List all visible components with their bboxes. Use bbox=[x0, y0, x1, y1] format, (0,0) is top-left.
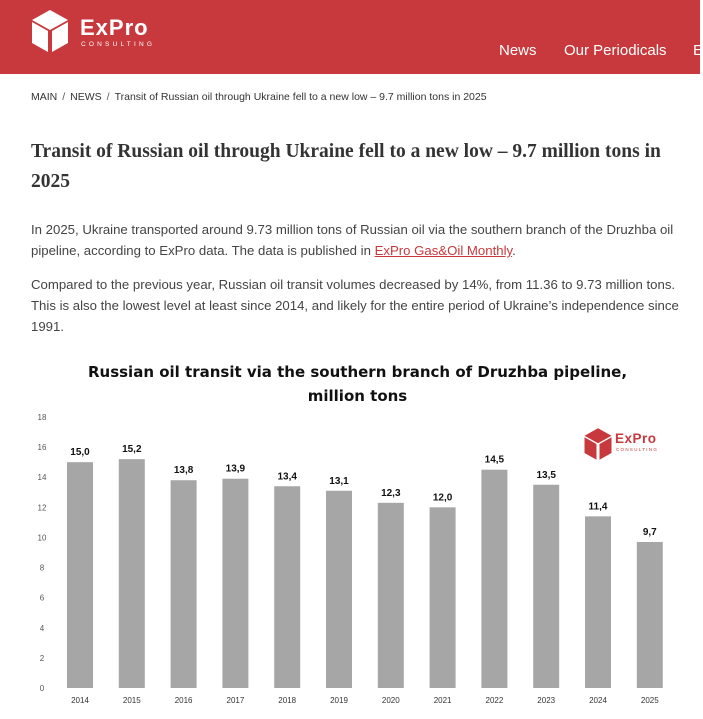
data-label: 12,3 bbox=[381, 487, 401, 499]
breadcrumb-current: Transit of Russian oil through Ukraine fell to a new low – 9.7 million tons in 2025 bbox=[114, 91, 487, 103]
y-tick-label: 12 bbox=[37, 503, 47, 513]
x-tick-label: 2025 bbox=[640, 696, 659, 705]
chart-watermark-logo bbox=[583, 427, 678, 463]
x-tick-label: 2019 bbox=[330, 696, 348, 705]
y-tick-label: 6 bbox=[39, 593, 45, 603]
x-tick-label: 2024 bbox=[589, 696, 607, 705]
nav-news[interactable]: News bbox=[499, 42, 537, 59]
data-label: 13,9 bbox=[225, 463, 246, 475]
x-tick-label: 2016 bbox=[174, 696, 193, 705]
logo-text: ExPro bbox=[80, 15, 149, 40]
x-tick-label: 2017 bbox=[226, 696, 245, 705]
breadcrumb-separator: / bbox=[62, 91, 66, 103]
site-header bbox=[0, 0, 703, 74]
y-tick-label: 18 bbox=[37, 413, 47, 422]
bar bbox=[378, 503, 404, 688]
nav-our-periodicals[interactable]: Our Periodicals bbox=[564, 42, 667, 59]
logo-subtitle: CONSULTING bbox=[81, 41, 156, 48]
nav-item-truncated[interactable]: E bbox=[693, 42, 703, 59]
chart-title: Russian oil transit via the southern branch of Druzhba pipeline, million tons bbox=[87, 363, 628, 405]
data-label: 15,2 bbox=[122, 444, 142, 456]
bar bbox=[637, 542, 663, 688]
bar bbox=[585, 516, 611, 688]
paragraph-1-text: In 2025, Ukraine transported around 9.73 million tons of Russian oil via the southern branch of the Druzhba oil pipeline, according to ExPro data. The data is published in bbox=[31, 222, 674, 258]
bar bbox=[171, 480, 197, 688]
y-tick-label: 8 bbox=[39, 563, 45, 573]
paragraph-1-end: . bbox=[512, 243, 516, 258]
data-label: 15,0 bbox=[70, 447, 90, 459]
x-tick-label: 2015 bbox=[122, 696, 141, 705]
watermark-text: ExPro bbox=[615, 431, 657, 446]
article-paragraph-1 bbox=[31, 219, 691, 261]
x-tick-label: 2018 bbox=[278, 696, 297, 705]
bar bbox=[481, 470, 507, 688]
y-tick-label: 0 bbox=[39, 684, 45, 693]
bar bbox=[67, 462, 93, 688]
x-tick-label: 2021 bbox=[433, 696, 452, 705]
y-tick-label: 4 bbox=[39, 623, 45, 633]
article-title: Transit of Russian oil through Ukraine fell to a new low – 9.7 million tons in 2025 bbox=[31, 141, 661, 192]
y-tick-label: 10 bbox=[37, 533, 47, 543]
breadcrumb-main[interactable]: MAIN bbox=[31, 91, 58, 103]
breadcrumb bbox=[31, 91, 487, 103]
y-tick-label: 2 bbox=[39, 653, 45, 663]
main-nav bbox=[0, 42, 703, 62]
expro-gas-oil-monthly-link[interactable]: ExPro Gas&Oil Monthly bbox=[374, 243, 513, 258]
data-label: 13,5 bbox=[536, 469, 556, 481]
bar bbox=[326, 491, 352, 688]
expro-cube-icon bbox=[583, 427, 613, 461]
x-tick-label: 2022 bbox=[485, 696, 504, 705]
breadcrumb-news[interactable]: NEWS bbox=[70, 91, 102, 103]
x-tick-label: 2014 bbox=[71, 696, 89, 705]
bar bbox=[119, 459, 145, 688]
y-tick-label: 14 bbox=[37, 473, 47, 483]
data-label: 13,1 bbox=[329, 475, 349, 487]
data-label: 11,4 bbox=[588, 501, 608, 513]
bar bbox=[430, 507, 456, 688]
x-tick-label: 2023 bbox=[537, 696, 556, 705]
watermark-subtitle: CONSULTING bbox=[616, 447, 659, 452]
x-tick-label: 2020 bbox=[381, 696, 400, 705]
data-label: 14,5 bbox=[484, 454, 505, 466]
breadcrumb-separator: / bbox=[106, 91, 110, 103]
data-label: 13,4 bbox=[277, 471, 297, 483]
bar bbox=[222, 479, 248, 688]
data-label: 12,0 bbox=[432, 492, 453, 504]
y-tick-label: 16 bbox=[37, 443, 47, 453]
bar bbox=[274, 486, 300, 688]
data-label: 9,7 bbox=[642, 526, 657, 538]
data-label: 13,8 bbox=[173, 465, 194, 477]
bar bbox=[533, 485, 559, 688]
article-paragraph-2: Compared to the previous year, Russian oil transit volumes decreased by 14%, from 11.36 to 9.73 million tons. This is also the lowest level at least since 2014, and likely for the entire period of Ukraine’s independence since 1991. bbox=[31, 277, 679, 334]
